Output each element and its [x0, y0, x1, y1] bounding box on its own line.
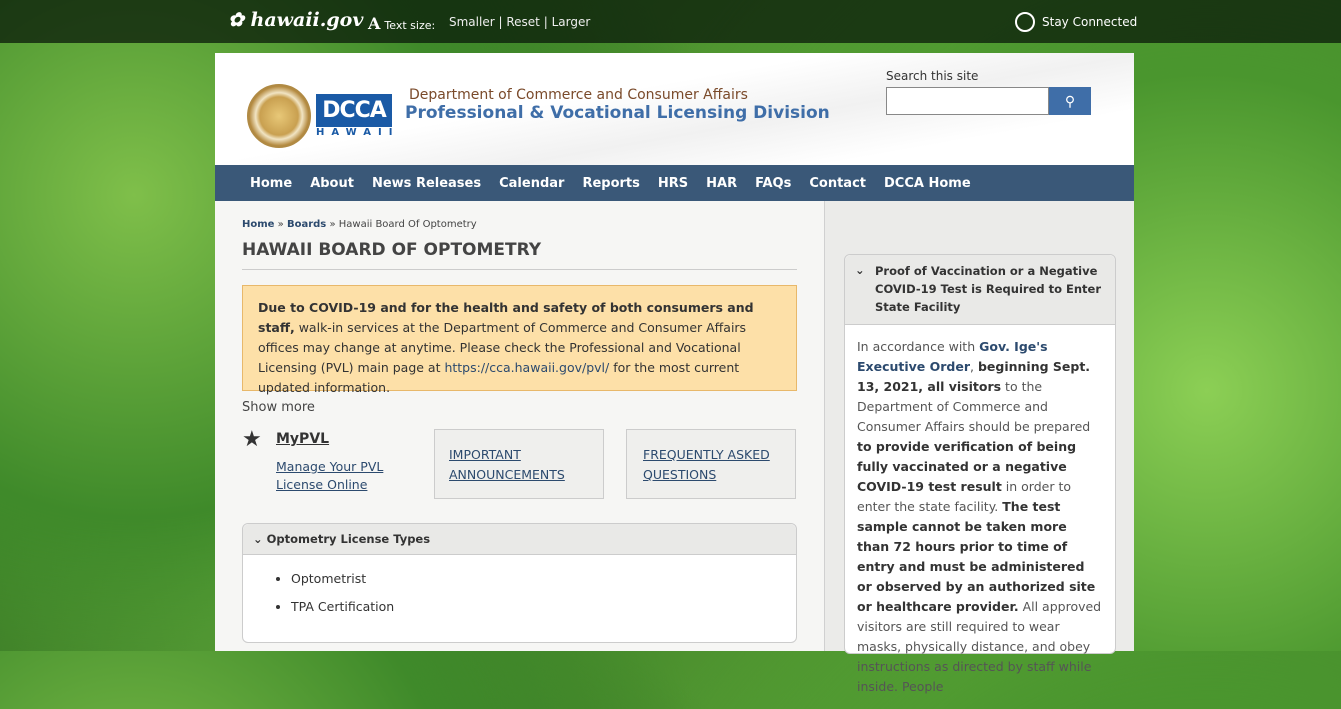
nav-dcca-home[interactable]: DCCA Home: [884, 175, 971, 191]
nav-faqs[interactable]: FAQs: [755, 175, 792, 191]
stay-connected-link[interactable]: Stay Connected: [1015, 12, 1137, 32]
quick-links: [242, 429, 797, 519]
nav-home[interactable]: Home: [250, 175, 293, 191]
breadcrumb: Home » Boards » Hawaii Board Of Optometry: [242, 219, 477, 230]
hawaii-gov-logo[interactable]: ✿ hawaii.gov: [228, 9, 364, 31]
main-nav: [215, 165, 1134, 201]
vaccination-text: [845, 325, 1115, 709]
main-content: [215, 201, 824, 651]
text-segment: All approved visitors are still required to wear masks, physically distance, and obey instructions as directed by staff while inside. People: [857, 599, 1102, 694]
smaller-link[interactable]: Smaller: [449, 15, 495, 29]
text-segment: In accordance with: [857, 339, 980, 354]
pvl-link[interactable]: https://cca.hawaii.gov/pvl/: [444, 360, 610, 375]
executive-order-link[interactable]: Gov. Ige's Executive Order: [857, 339, 1048, 374]
reset-link[interactable]: Reset: [506, 15, 540, 29]
important-announcements-card[interactable]: IMPORTANT ANNOUNCEMENTS: [434, 429, 604, 499]
covid-alert: Due to COVID-19 and for the health and safety of both consumers and staff, walk-in services at the Department of Commerce and Consumer Affairs offices may change at anytime. Please check the Professional and Vocational Licensing (PVL) main page at https://cca.hawaii.gov/pvl/ for the most current updated information.: [242, 285, 797, 391]
globe-icon: [1015, 12, 1035, 32]
division-name[interactable]: Professional & Vocational Licensing Division: [405, 103, 830, 123]
chevron-down-icon: ⌄: [855, 263, 865, 277]
search-input[interactable]: [886, 87, 1049, 115]
top-bar: [0, 0, 1341, 43]
sidebar: [824, 201, 1134, 694]
breadcrumb-current: Hawaii Board Of Optometry: [338, 219, 477, 230]
larger-link[interactable]: Larger: [551, 15, 591, 29]
license-types-accordion: [242, 523, 797, 643]
nav-hrs[interactable]: HRS: [657, 175, 689, 191]
nav-contact[interactable]: Contact: [809, 175, 866, 191]
text-size-links: Smaller | Reset | Larger: [449, 15, 591, 29]
search-button[interactable]: [1049, 87, 1091, 115]
nav-about[interactable]: About: [310, 175, 354, 191]
text-size-icon: A: [368, 14, 381, 33]
site-header: [215, 53, 1134, 165]
faq-card[interactable]: FREQUENTLY ASKED QUESTIONS: [626, 429, 796, 499]
text-segment: ,: [970, 359, 978, 374]
state-seal-logo: [247, 84, 311, 148]
star-icon: ★: [242, 427, 262, 452]
page-title: HAWAII BOARD OF OPTOMETRY: [242, 240, 797, 270]
nav-reports[interactable]: Reports: [582, 175, 640, 191]
nav-news-releases[interactable]: News Releases: [371, 175, 482, 191]
mypvl-title[interactable]: MyPVL: [276, 431, 330, 447]
search-icon: ⚲: [1064, 92, 1076, 109]
show-more-link[interactable]: Show more: [242, 400, 315, 415]
list-item: • Optometrist: [291, 565, 796, 593]
vaccination-accordion-header[interactable]: ⌄ Proof of Vaccination or a Negative COVID-19 Test is Required to Enter State Facility: [845, 255, 1115, 325]
text-segment: in order to enter the state facility.: [857, 479, 1071, 514]
breadcrumb-home[interactable]: Home: [242, 219, 275, 230]
text-segment: to the Department of Commerce and Consumer Affairs should be prepared: [857, 379, 1091, 434]
dcca-logo[interactable]: DCCA HAWAII: [316, 94, 392, 141]
text-segment: beginning Sept. 13, 2021, all visitors: [857, 359, 1091, 394]
text-size: A Text size:: [368, 14, 436, 33]
manage-pvl-link[interactable]: Manage Your PVL License Online: [276, 459, 384, 492]
text-segment: The test sample cannot be taken more than 72 hours prior to time of entry and must be administered or observed by an authorized site or healthcare provider.: [857, 499, 1096, 614]
text-segment: to provide verification of being fully vaccinated or a negative COVID-19 test result: [857, 439, 1077, 494]
chevron-down-icon: ⌄: [253, 532, 267, 546]
department-name: Department of Commerce and Consumer Affairs: [409, 87, 748, 103]
vaccination-accordion: [844, 254, 1116, 694]
nav-calendar[interactable]: Calendar: [499, 175, 565, 191]
breadcrumb-boards[interactable]: Boards: [286, 219, 327, 230]
hibiscus-icon: ✿: [228, 9, 251, 31]
nav-har[interactable]: HAR: [706, 175, 738, 191]
list-item: • TPA Certification: [291, 593, 796, 621]
license-types-header[interactable]: ⌄ Optometry License Types: [243, 524, 796, 555]
search-label: Search this site: [886, 69, 979, 83]
